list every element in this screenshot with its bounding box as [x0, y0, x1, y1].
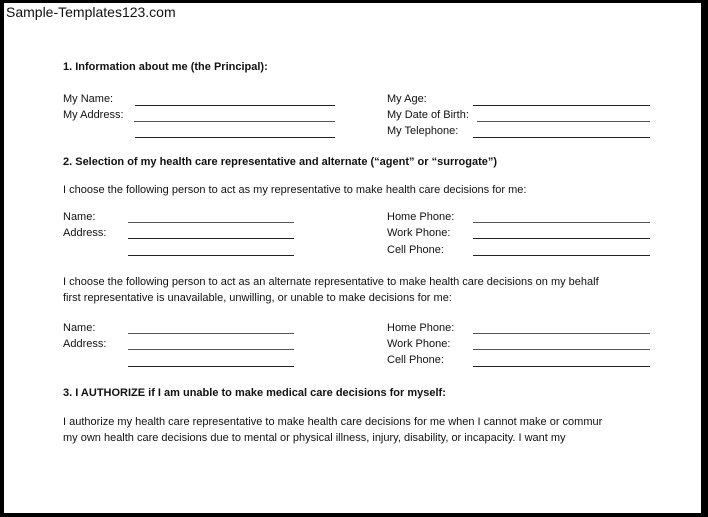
alternate-name-label: Name: — [63, 322, 96, 334]
alternate-cell-phone-label: Cell Phone: — [387, 354, 444, 366]
alternate-work-phone-field[interactable] — [473, 349, 650, 350]
my-dob-field[interactable] — [477, 121, 650, 122]
section3-paragraph-line2: my own health care decisions due to mental or physical illness, injury, disability, or incapacity. I want my — [63, 432, 566, 444]
primary-work-phone-field[interactable] — [473, 238, 650, 239]
primary-name-field[interactable] — [128, 222, 294, 223]
section3-paragraph-line1: I authorize my health care representative to make health care decisions for me when I cannot make or commur — [63, 416, 603, 428]
section3-heading: 3. I AUTHORIZE if I am unable to make medical care decisions for myself: — [63, 387, 446, 399]
primary-address-field-2[interactable] — [128, 255, 294, 256]
document-page — [4, 3, 701, 513]
primary-cell-phone-field[interactable] — [473, 255, 650, 256]
my-address-field-2[interactable] — [135, 137, 335, 138]
alternate-intro-line2: first representative is unavailable, unwilling, or unable to make decisions for me: — [63, 292, 452, 304]
alternate-work-phone-label: Work Phone: — [387, 338, 451, 350]
my-age-field[interactable] — [473, 105, 650, 106]
alternate-home-phone-label: Home Phone: — [387, 322, 455, 334]
primary-home-phone-label: Home Phone: — [387, 211, 455, 223]
alternate-address-field-1[interactable] — [128, 349, 294, 350]
section1-heading: 1. Information about me (the Principal): — [63, 61, 268, 73]
my-dob-label: My Date of Birth: — [387, 109, 469, 121]
my-age-label: My Age: — [387, 93, 427, 105]
primary-work-phone-label: Work Phone: — [387, 227, 451, 239]
my-address-label: My Address: — [63, 109, 124, 121]
alternate-cell-phone-field[interactable] — [473, 366, 650, 367]
alternate-address-field-2[interactable] — [128, 366, 294, 367]
primary-address-field-1[interactable] — [128, 238, 294, 239]
watermark: Sample-Templates123.com — [6, 4, 176, 20]
my-telephone-label: My Telephone: — [387, 125, 459, 137]
primary-name-label: Name: — [63, 211, 96, 223]
alternate-name-field[interactable] — [128, 333, 294, 334]
alternate-intro-line1: I choose the following person to act as an alternate representative to make health care decisions on my behalf — [63, 276, 599, 288]
primary-intro: I choose the following person to act as my representative to make health care decisions for me: — [63, 184, 527, 196]
my-name-label: My Name: — [63, 93, 114, 105]
primary-home-phone-field[interactable] — [473, 222, 650, 223]
my-telephone-field[interactable] — [473, 137, 650, 138]
section2-heading: 2. Selection of my health care representative and alternate (“agent” or “surrogate”) — [63, 156, 498, 168]
my-address-field-1[interactable] — [134, 121, 335, 122]
alternate-home-phone-field[interactable] — [473, 333, 650, 334]
alternate-address-label: Address: — [63, 338, 107, 350]
primary-address-label: Address: — [63, 227, 107, 239]
my-name-field[interactable] — [135, 105, 335, 106]
primary-cell-phone-label: Cell Phone: — [387, 244, 444, 256]
